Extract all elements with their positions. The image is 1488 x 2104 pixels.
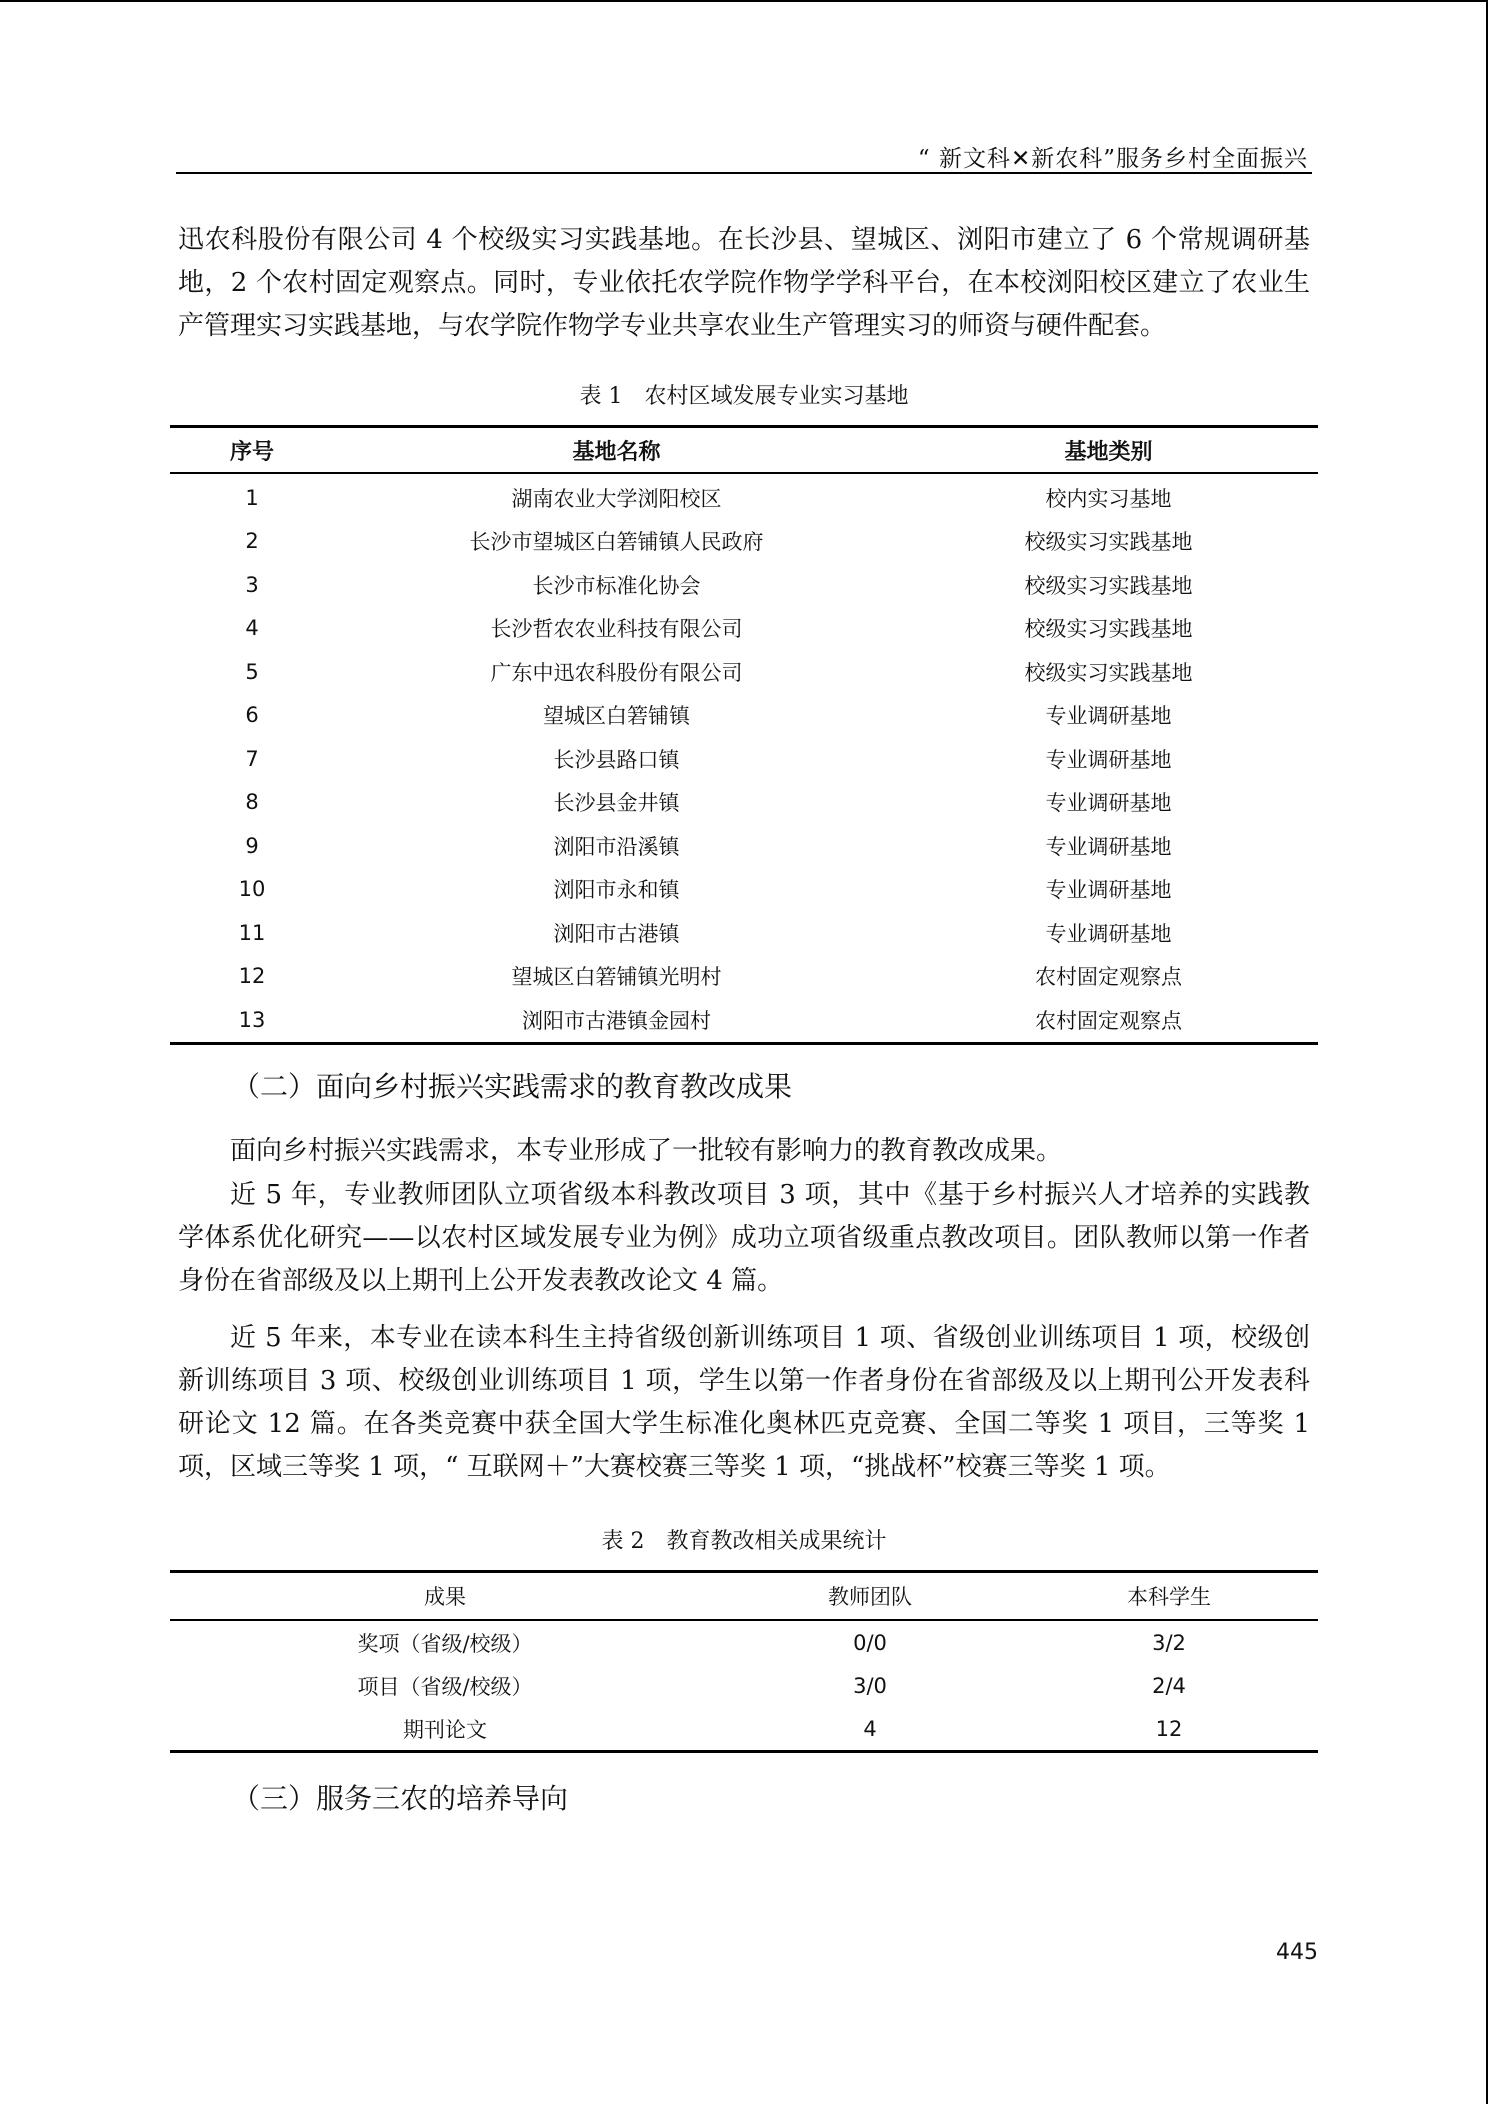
- table-cell: 项目（省级/校级）: [357, 1674, 533, 1699]
- table-cell: 广东中迅农科股份有限公司: [490, 660, 743, 685]
- table-cell: 长沙县金井镇: [553, 791, 680, 816]
- page-number: 445: [1276, 1940, 1318, 1965]
- table-cell: 专业调研基地: [1045, 834, 1172, 859]
- table-cell: 浏阳市古港镇金园村: [522, 1008, 711, 1033]
- table-cell: 3/2: [1152, 1630, 1186, 1655]
- table-cell: 专业调研基地: [1045, 878, 1172, 903]
- table-row: [170, 607, 1318, 651]
- table-cell: 2: [245, 529, 259, 554]
- table1-caption: 表 1 农村区域发展专业实习基地: [579, 384, 909, 409]
- table1-body: [170, 473, 1318, 1043]
- table1: [170, 425, 1318, 1045]
- table-row: [170, 998, 1318, 1043]
- table-row: [170, 955, 1318, 999]
- table-cell: 长沙市望城区白箬铺镇人民政府: [469, 530, 764, 555]
- section2-heading: （二）面向乡村振兴实践需求的教育教改成果: [232, 1070, 793, 1103]
- table-cell: 7: [245, 746, 259, 771]
- table-cell: 11: [238, 920, 266, 945]
- table-cell: 望城区白箬铺镇光明村: [511, 965, 722, 990]
- table-row: [170, 824, 1318, 868]
- table-cell: 校级实习实践基地: [1024, 617, 1193, 642]
- table-cell: 望城区白箬铺镇: [543, 704, 690, 729]
- table-cell: 5: [245, 659, 259, 684]
- table-row: [170, 1707, 1318, 1752]
- table-cell: 3: [245, 572, 259, 597]
- table1-header-cell: 基地类别: [899, 427, 1318, 474]
- table-cell: 12: [1155, 1716, 1183, 1741]
- table-cell: 长沙县路口镇: [553, 747, 680, 772]
- section2-paragraph-2: 近 5 年，专业教师团队立项省级本科教改项目 3 项，其中《基于乡村振兴人才培养的实践教学体系优化研究——以农村区域发展专业为例》成功立项省级重点教改项目。团队教师以第一作者身份在省部级及以上期刊上公开发表教改论文 4 篇。: [178, 1180, 1310, 1296]
- table2-header-cell: 本科学生: [1020, 1572, 1318, 1621]
- header-title: “ 新文科✕新农科”服务乡村全面振兴: [917, 146, 1308, 172]
- table2-body: [170, 1620, 1318, 1752]
- table-row: [170, 868, 1318, 912]
- table2-caption: 表 2 教育教改相关成果统计: [601, 1529, 887, 1554]
- table-row: [170, 563, 1318, 607]
- table-row: [170, 911, 1318, 955]
- table-cell: 4: [245, 616, 259, 641]
- table-cell: 0/0: [853, 1630, 887, 1655]
- table-cell: 3/0: [853, 1673, 887, 1698]
- table-row: [170, 1664, 1318, 1707]
- table-cell: 专业调研基地: [1045, 704, 1172, 729]
- table-row: [170, 1620, 1318, 1664]
- table2-header-cell: 教师团队: [720, 1572, 1020, 1621]
- table-row: [170, 520, 1318, 564]
- section2-paragraph-1: 面向乡村振兴实践需求，本专业形成了一批较有影响力的教育教改成果。: [230, 1136, 1063, 1166]
- table-cell: 湖南农业大学浏阳校区: [511, 486, 722, 511]
- table2: [170, 1570, 1318, 1753]
- table1-header-row: [170, 427, 1318, 474]
- table-cell: 13: [238, 1007, 266, 1032]
- table-cell: 浏阳市永和镇: [553, 878, 680, 903]
- table-cell: 9: [245, 833, 259, 858]
- table1-header-cell: 基地名称: [334, 427, 899, 474]
- table-cell: 12: [238, 964, 266, 989]
- table-row: [170, 650, 1318, 694]
- table-cell: 8: [245, 790, 259, 815]
- table-cell: 农村固定观察点: [1035, 1008, 1182, 1033]
- intro-paragraph: 迅农科股份有限公司 4 个校级实习实践基地。在长沙县、望城区、浏阳市建立了 6 个常规调研基地，2 个农村固定观察点。同时，专业依托农学院作物学学科平台，在本校浏阳校区建立了农业生产管理实习实践基地，与农学院作物学专业共享农业生产管理实习的师资与硬件配套。: [178, 225, 1310, 341]
- table-row: [170, 737, 1318, 781]
- table-cell: 浏阳市沿溪镇: [553, 834, 680, 859]
- table2-header-row: [170, 1572, 1318, 1621]
- section2-paragraph-3: 近 5 年来，本专业在读本科生主持省级创新训练项目 1 项、省级创业训练项目 1 项，校级创新训练项目 3 项、校级创业训练项目 1 项，学生以第一作者身份在省部级及以上期刊公开发表科研论文 12 篇。在各类竞赛中获全国大学生标准化奥林匹克竞赛、全国二等奖 1 项目，三等奖 1 项，区域三等奖 1 项，“ 互联网＋”大赛校赛三等奖 1 项，“挑战杯”校赛三等奖 1 项。: [178, 1323, 1310, 1482]
- table-row: [170, 781, 1318, 825]
- table-cell: 专业调研基地: [1045, 921, 1172, 946]
- table-cell: 10: [238, 877, 266, 902]
- table-cell: 6: [245, 703, 259, 728]
- running-header: [176, 136, 1312, 174]
- table-cell: 浏阳市古港镇: [553, 921, 680, 946]
- table-cell: 农村固定观察点: [1035, 965, 1182, 990]
- table-cell: 校内实习基地: [1045, 486, 1172, 511]
- table-cell: 专业调研基地: [1045, 791, 1172, 816]
- table1-header-cell: 序号: [170, 427, 334, 474]
- table-cell: 1: [245, 485, 259, 510]
- table-cell: 奖项（省级/校级）: [357, 1631, 533, 1656]
- table-cell: 专业调研基地: [1045, 747, 1172, 772]
- table-row: [170, 473, 1318, 520]
- table-cell: 期刊论文: [403, 1717, 487, 1742]
- table-cell: 校级实习实践基地: [1024, 530, 1193, 555]
- table-cell: 长沙市标准化协会: [532, 573, 701, 598]
- table-cell: 校级实习实践基地: [1024, 573, 1193, 598]
- section3-heading: （三）服务三农的培养导向: [232, 1782, 569, 1815]
- table-cell: 2/4: [1152, 1673, 1186, 1698]
- table-cell: 校级实习实践基地: [1024, 660, 1193, 685]
- table-row: [170, 694, 1318, 738]
- table-cell: 4: [863, 1716, 877, 1741]
- table-cell: 长沙哲农农业科技有限公司: [490, 617, 743, 642]
- table2-header-cell: 成果: [170, 1572, 720, 1621]
